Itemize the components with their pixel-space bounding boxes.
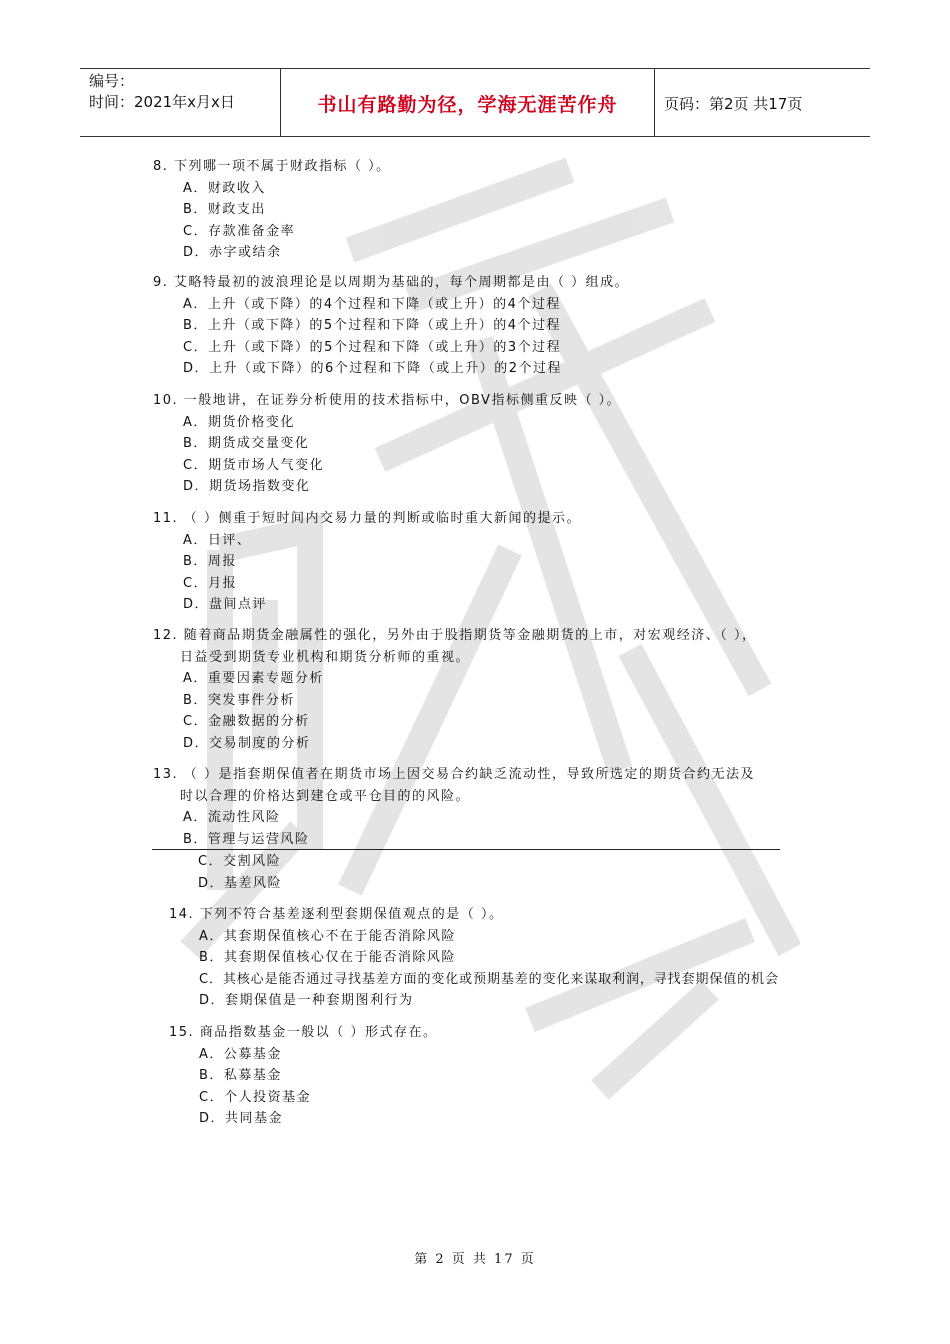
question-15 (169, 1022, 437, 1130)
question-13 (153, 764, 755, 850)
option: D．共同基金 (199, 1111, 284, 1126)
question-11 (153, 508, 581, 616)
question-stem: 13. （ ）是指套期保值者在期货市场上因交易合约缺乏流动性，导致所选定的期货合约无法及 (153, 767, 755, 782)
option: D．期货场指数变化 (183, 479, 311, 494)
question-stem-continued: 日益受到期货专业机构和期货分析师的重视。 (180, 649, 471, 665)
option: B．上升（或下降）的5个过程和下降（或上升）的4个过程 (183, 318, 561, 333)
option: A．重要因素专题分析 (183, 671, 324, 686)
header-motto: 书山有路勤为径，学海无涯苦作舟 (281, 69, 655, 136)
question-13-continued (168, 851, 282, 894)
option: D．上升（或下降）的6个过程和下降（或上升）的2个过程 (183, 361, 563, 376)
option: A．公募基金 (199, 1046, 282, 1062)
question-stem: 9. 艾略特最初的波浪理论是以周期为基础的，每个周期都是由（ ）组成。 (153, 275, 630, 290)
option: B．私募基金 (199, 1068, 282, 1083)
option: D．基差风险 (198, 875, 283, 891)
question-stem: 8. 下列哪一项不属于财政指标（ ）。 (153, 159, 391, 174)
option: C．金融数据的分析 (183, 714, 310, 729)
option: C．月报 (183, 575, 238, 591)
header-number-label: 编号： (89, 72, 135, 90)
page-footer: 第 2 页 共 17 页 (414, 1252, 536, 1267)
question-12 (153, 625, 756, 754)
header-meta (80, 69, 281, 136)
option: A．流动性风险 (183, 810, 281, 825)
option: B．突发事件分析 (183, 692, 295, 708)
page-header (80, 68, 870, 137)
question-stem-continued: 时以合理的价格达到建仓或平仓目的的风险。 (180, 788, 471, 804)
divider-line (152, 849, 780, 850)
option: C．上升（或下降）的5个过程和下降（或上升）的3个过程 (183, 339, 562, 355)
option: A．日评、 (183, 532, 252, 548)
option: D．套期保值是一种套期图利行为 (199, 993, 414, 1008)
question-10 (153, 390, 621, 498)
option: C．其核心是能否通过寻找基差方面的变化或预期基差的变化来谋取利润，寻找套期保值的机会 (199, 971, 779, 987)
option: D．赤字或结余 (183, 245, 282, 260)
question-8 (153, 156, 391, 264)
option: A．财政收入 (183, 180, 266, 196)
option: B．其套期保值核心仅在于能否消除风险 (199, 950, 456, 965)
option: B．期货成交量变化 (183, 436, 310, 451)
option: A．期货价格变化 (183, 414, 295, 430)
option: C．个人投资基金 (199, 1089, 312, 1105)
question-stem: 10. 一般地讲，在证券分析使用的技术指标中，OBV指标侧重反映（ ）。 (153, 393, 622, 408)
header-time-label: 时间：2021年x月x日 (89, 93, 235, 111)
question-14 (169, 904, 779, 1012)
option: B．财政支出 (183, 202, 266, 217)
question-stem: 11. （ ）侧重于短时间内交易力量的判断或临时重大新闻的提示。 (153, 511, 581, 526)
option: C．交割风险 (198, 854, 282, 869)
question-9 (153, 272, 629, 380)
option: B．周报 (183, 554, 237, 569)
question-stem: 12. 随着商品期货金融属性的强化，另外由于股指期货等金融期货的上市，对宏观经济、（ ）， (153, 628, 757, 643)
option: A．上升（或下降）的4个过程和下降（或上升）的4个过程 (183, 296, 561, 312)
question-stem: 14. 下列不符合基差逐利型套期保值观点的是（ ）。 (169, 907, 504, 922)
option: B．管理与运营风险 (183, 831, 310, 847)
header-page-label: 页码：第2页 共17页 (664, 95, 803, 113)
option: C．期货市场人气变化 (183, 457, 325, 473)
option: D．盘间点评 (183, 597, 268, 612)
option: C．存款准备金率 (183, 223, 296, 239)
option: D．交易制度的分析 (183, 735, 311, 751)
option: A．其套期保值核心不在于能否消除风险 (199, 928, 456, 944)
question-stem: 15. 商品指数基金一般以（ ）形式存在。 (169, 1025, 438, 1040)
